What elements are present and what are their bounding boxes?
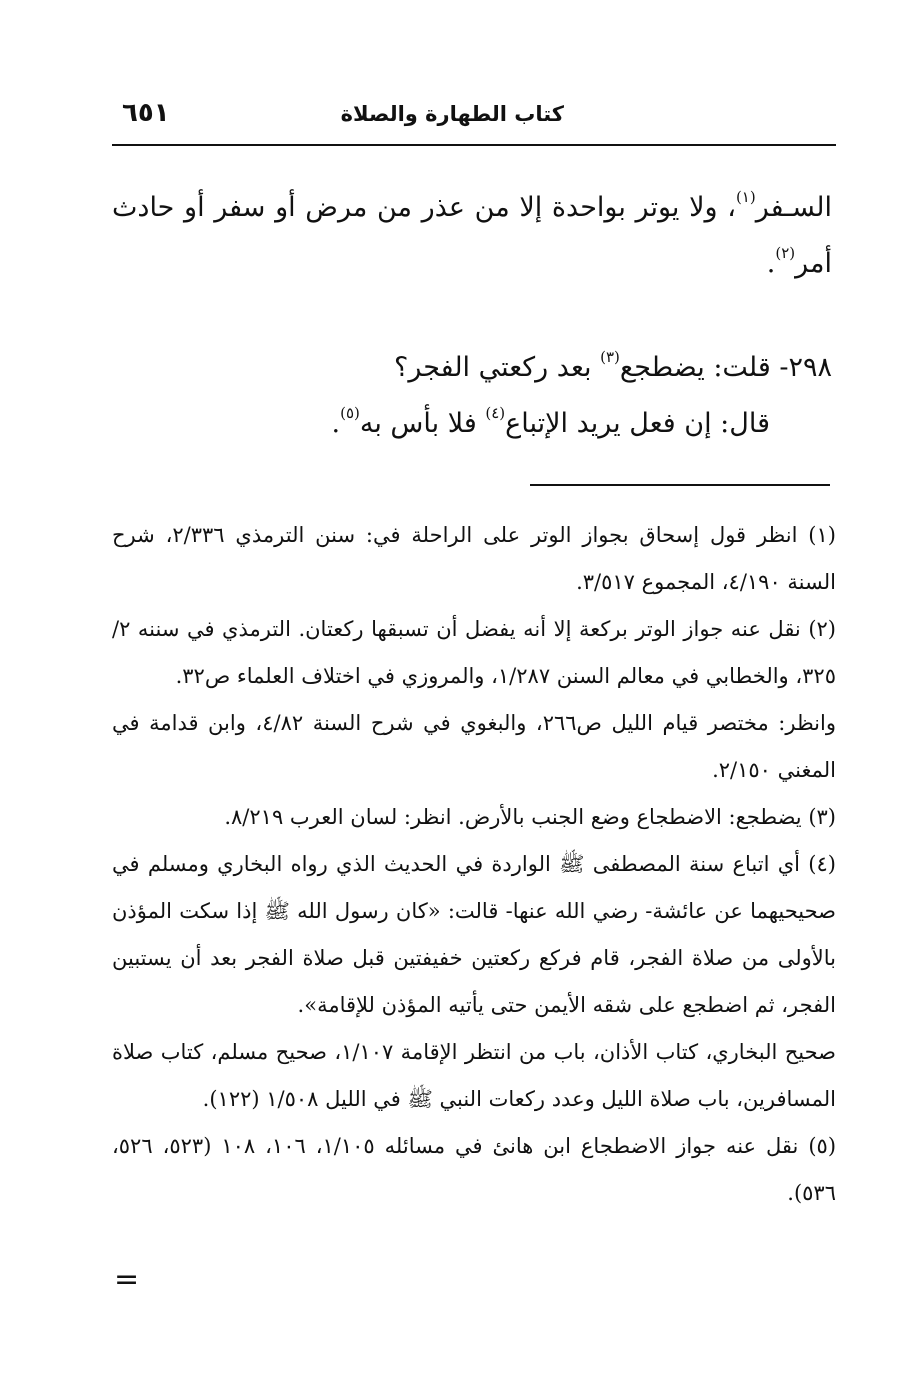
question-label: - قلت: يضطجع — [619, 352, 789, 383]
p1-end: . — [766, 248, 776, 279]
question-298 — [112, 340, 832, 452]
note-ref-2: (٢) — [775, 244, 796, 262]
answer-line — [112, 396, 832, 452]
footnote-5: (٥) نقل عنه جواز الاضطجاع ابن هانئ في مسائله ١/١٠٥، ١٠٦، ١٠٨ (٥٢٣، ٥٢٦، ٥٣٦). — [112, 1134, 837, 1205]
note-ref-4: (٤) — [485, 404, 506, 422]
header-title: كتاب الطهارة والصلاة — [340, 102, 564, 126]
footnote-2-extra: وانظر: مختصر قيام الليل ص٢٦٦، والبغوي في شرح السنة ٤/٨٢، وابن قدامة في المغني ٢/١٥٠. — [112, 711, 837, 782]
note-ref-5: (٥) — [340, 404, 360, 422]
answer-label: قال: إن فعل يريد الإتباع — [505, 408, 770, 439]
p1-text-a: السـفر — [755, 192, 832, 223]
footnote-1: (١) انظر قول إسحاق بجواز الوتر على الراحلة في: سنن الترمذي ٢/٣٣٦، شرح السنة ٤/١٩٠، المجموع ٣/٥١٧. — [112, 523, 836, 594]
question-line — [112, 340, 832, 396]
footnotes — [112, 512, 836, 1217]
footnote-4-extra: صحيح البخاري، كتاب الأذان، باب من انتظر الإقامة ١/١٠٧، صحيح مسلم، كتاب صلاة المسافرين، باب صلاة الليل وعدد ركعات النبي ﷺ في الليل ١/٥٠٨ (١٢٢). — [112, 1040, 836, 1111]
note-ref-1: (١) — [735, 188, 756, 206]
note-ref-3: (٣) — [600, 348, 620, 366]
p1-text-b: ، ولا يوتر بواحدة إلا من عذر من مرض أو سفر أو حادث أمر — [112, 192, 832, 279]
running-header — [112, 96, 834, 140]
footnote-3: (٣) يضطجع: الاضطجاع وضع الجنب بالأرض. انظر: لسان العرب ٨/٢١٩. — [224, 805, 836, 829]
header-rule — [112, 144, 836, 146]
page-number: ٦٥١ — [122, 98, 170, 128]
answer-mid: فلا بأس به — [359, 408, 486, 439]
question-rest: بعد ركعتي الفجر؟ — [394, 352, 601, 383]
footnote-separator — [530, 484, 830, 486]
paragraph-continuation — [112, 180, 832, 292]
footnote-4: (٤) أي اتباع سنة المصطفى ﷺ الواردة في الحديث الذي رواه البخاري ومسلم في صحيحيهما عن عائشة- رضي الله عنها- قالت: «كان رسول الله ﷺ إذا سكت المؤذن بالأولى من صلاة الفجر، قام فركع ركعتين خفيفتين قبل صلاة الفجر بعد أن يستبين الفجر، ثم اضطجع على شقه الأيمن حتى يأتيه المؤذن للإقامة». — [112, 852, 836, 1017]
continuation-mark: = — [114, 1262, 140, 1297]
footnote-2: (٢) نقل عنه جواز الوتر بركعة إلا أنه يفضل أن تسبقها ركعتان. الترمذي في سننه ٢/ ٣٢٥، والخطابي في معالم السنن ١/٢٨٧، والمروزي في اختلاف العلماء ص٣٢. — [112, 617, 836, 688]
answer-end: . — [331, 408, 341, 439]
question-number: ٢٩٨ — [788, 352, 832, 383]
